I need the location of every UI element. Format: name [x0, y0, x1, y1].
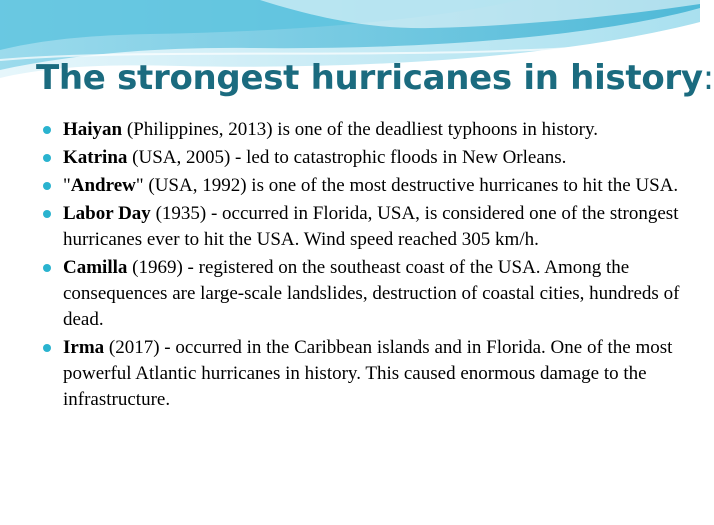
slide-title-text: The strongest hurricanes in history [36, 58, 703, 98]
slide-title [36, 54, 714, 102]
hurricane-name: Katrina [63, 147, 128, 168]
hurricane-description: (2017) - occurred in the Caribbean islands and in Florida. One of the most powerful Atlantic hurricanes in history. This caused enormous damage to the infrastructure. [63, 337, 673, 410]
list-item-katrina [40, 145, 680, 171]
list-item-haiyan [40, 117, 680, 143]
item-prefix: " [63, 175, 71, 196]
hurricane-name: Irma [63, 337, 105, 358]
list-item-labor-day [40, 201, 680, 253]
bullet-dot-icon [43, 210, 51, 218]
hurricane-list [40, 117, 680, 415]
list-item-andrew [40, 173, 680, 199]
list-item-camilla [40, 255, 680, 333]
hurricane-description: (Philippines, 2013) is one of the deadliest typhoons in history. [122, 119, 598, 140]
hurricane-name: Labor Day [63, 203, 151, 224]
hurricane-description: " (USA, 1992) is one of the most destructive hurricanes to hit the USA. [135, 175, 679, 196]
bullet-dot-icon [43, 154, 51, 162]
bullet-dot-icon [43, 182, 51, 190]
bullet-dot-icon [43, 264, 51, 272]
hurricane-name: Camilla [63, 257, 128, 278]
hurricane-description: (1969) - registered on the southeast coast of the USA. Among the consequences are large-scale landslides, destruction of coastal cities, hundreds of dead. [63, 257, 680, 330]
hurricane-description: (1935) - occurred in Florida, USA, is considered one of the strongest hurricanes ever to hit the USA. Wind speed reached 305 km/h. [63, 203, 679, 250]
slide-title-colon: : [702, 58, 714, 98]
bullet-dot-icon [43, 126, 51, 134]
list-item-irma [40, 335, 680, 413]
hurricane-description: (USA, 2005) - led to catastrophic floods in New Orleans. [127, 147, 567, 168]
bullet-dot-icon [43, 344, 51, 352]
hurricane-name: Andrew [70, 175, 136, 196]
hurricane-name: Haiyan [63, 119, 123, 140]
